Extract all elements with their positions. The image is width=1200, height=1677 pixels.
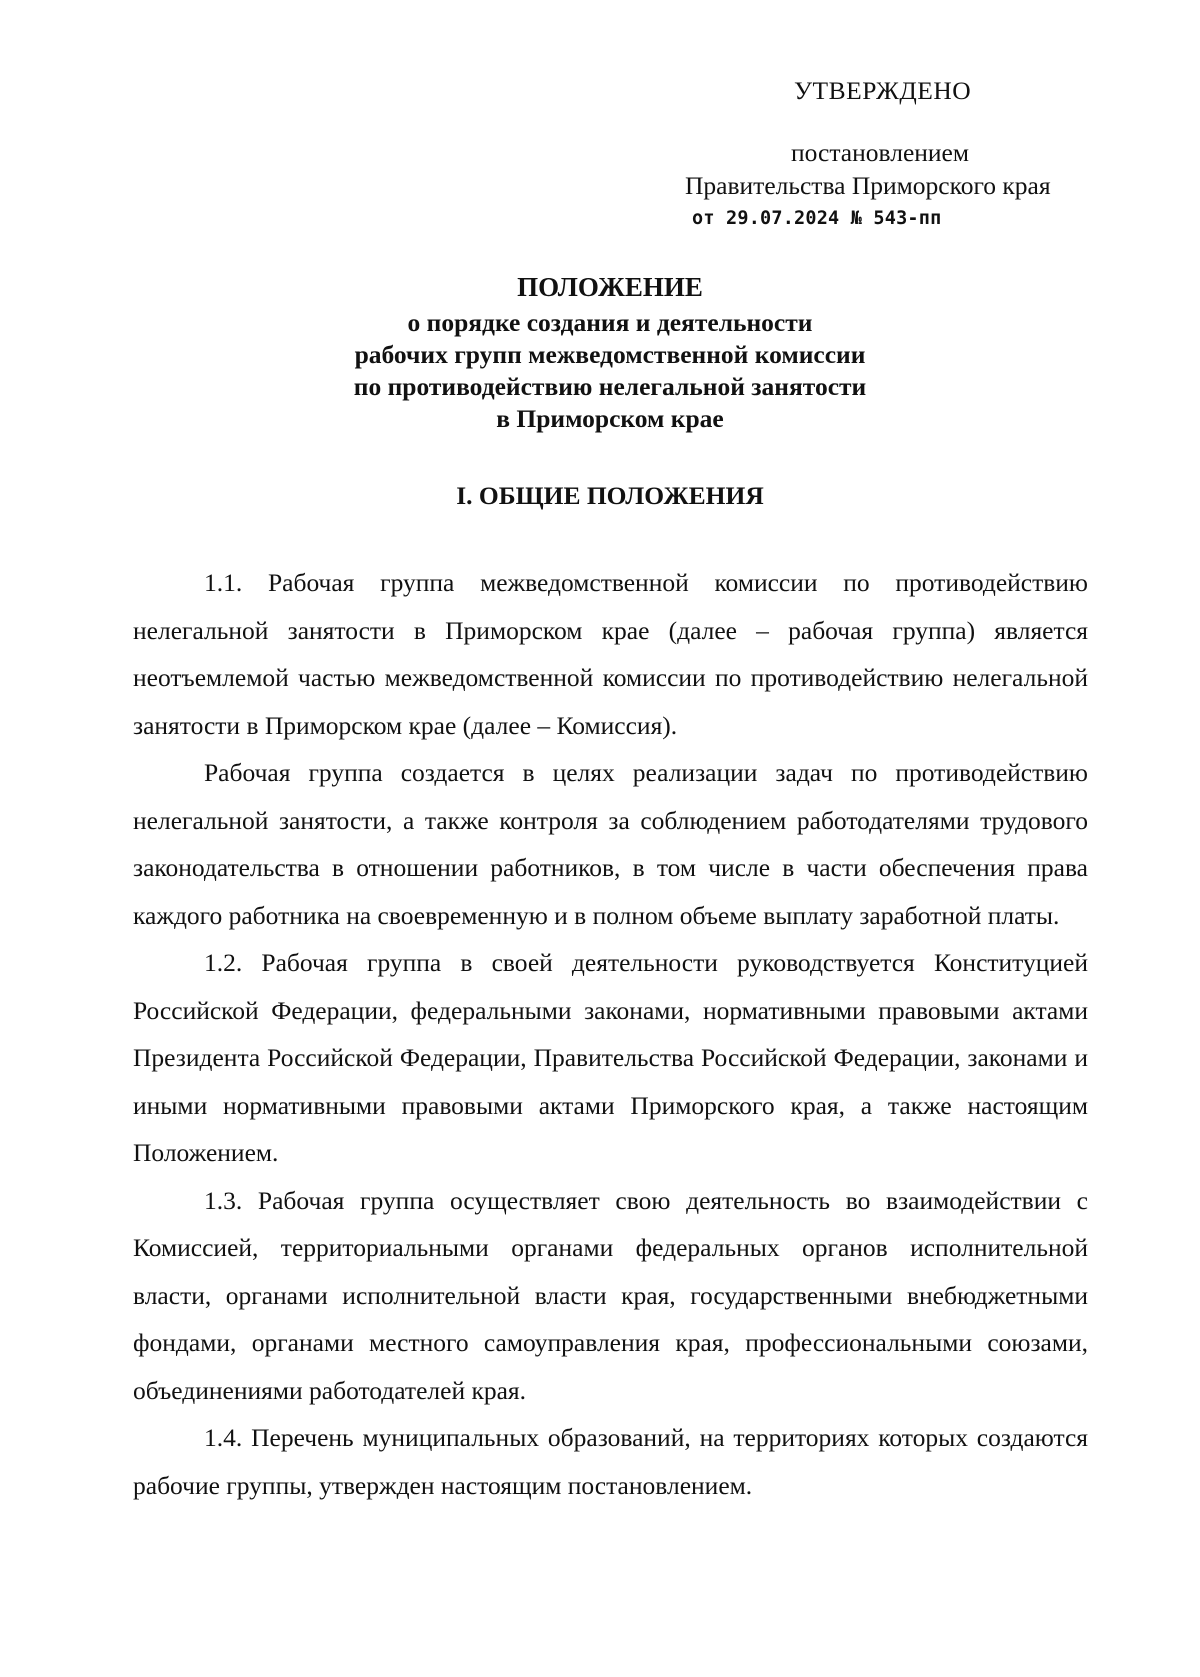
section-heading: I. ОБЩИЕ ПОЛОЖЕНИЯ [456,481,764,510]
approval-decree-by: постановлением [791,138,970,167]
approval-stamp-title: УТВЕРЖДЕНО [794,76,972,105]
document-title-block [0,274,1200,435]
document-subtitle-line: о порядке создания и деятельности [407,308,813,337]
document-body [133,559,1088,1509]
paragraph-1-4: 1.4. Перечень муниципальных образований, на территориях которых создаются рабочие группы, утвержден настоящим постановлением. [133,1423,1088,1500]
document-subtitle-line: в Приморском крае [496,404,724,433]
paragraph-purpose: Рабочая группа создается в целях реализации задач по противодействию нелегальной занятости, а также контроля за соблюдением работодателями трудового законодательства в отношении работников, в том числе в части обеспечения права каждого работника на своевременную и в полном объеме выплату заработной платы. [133,758,1088,930]
document-title: ПОЛОЖЕНИЕ [517,272,703,302]
paragraph-1-3: 1.3. Рабочая группа осуществляет свою деятельность во взаимодействии с Комиссией, территориальными органами федеральных органов исполнительной власти, органами исполнительной власти края, государственными внебюджетными фондами, органами местного самоуправления края, профессиональными союзами, объединениями работодателей края. [133,1185,1088,1405]
approval-government: Правительства Приморского края [685,171,1051,200]
paragraph-1-2: 1.2. Рабочая группа в своей деятельности руководствуется Конституцией Российской Федерации, федеральными законами, нормативными правовыми актами Президента Российской Федерации, Правительства Российской Федерации, законами и иными нормативными правовыми актами Приморского края, а также настоящим Положением. [133,948,1088,1167]
document-subtitle-line: по противодействию нелегальной занятости [353,372,867,401]
document-subtitle-line: рабочих групп межведомственной комиссии [354,340,866,369]
approval-decree-number: от 29.07.2024 № 543-пп [692,208,942,229]
paragraph-1-1: 1.1. Рабочая группа межведомственной комиссии по противодействию нелегальной занятости в Приморском крае (далее – рабочая группа) является неотъемлемой частью межведомственной комиссии по противодействию нелегальной занятости в Приморском крае (далее – Комиссия). [133,568,1088,740]
